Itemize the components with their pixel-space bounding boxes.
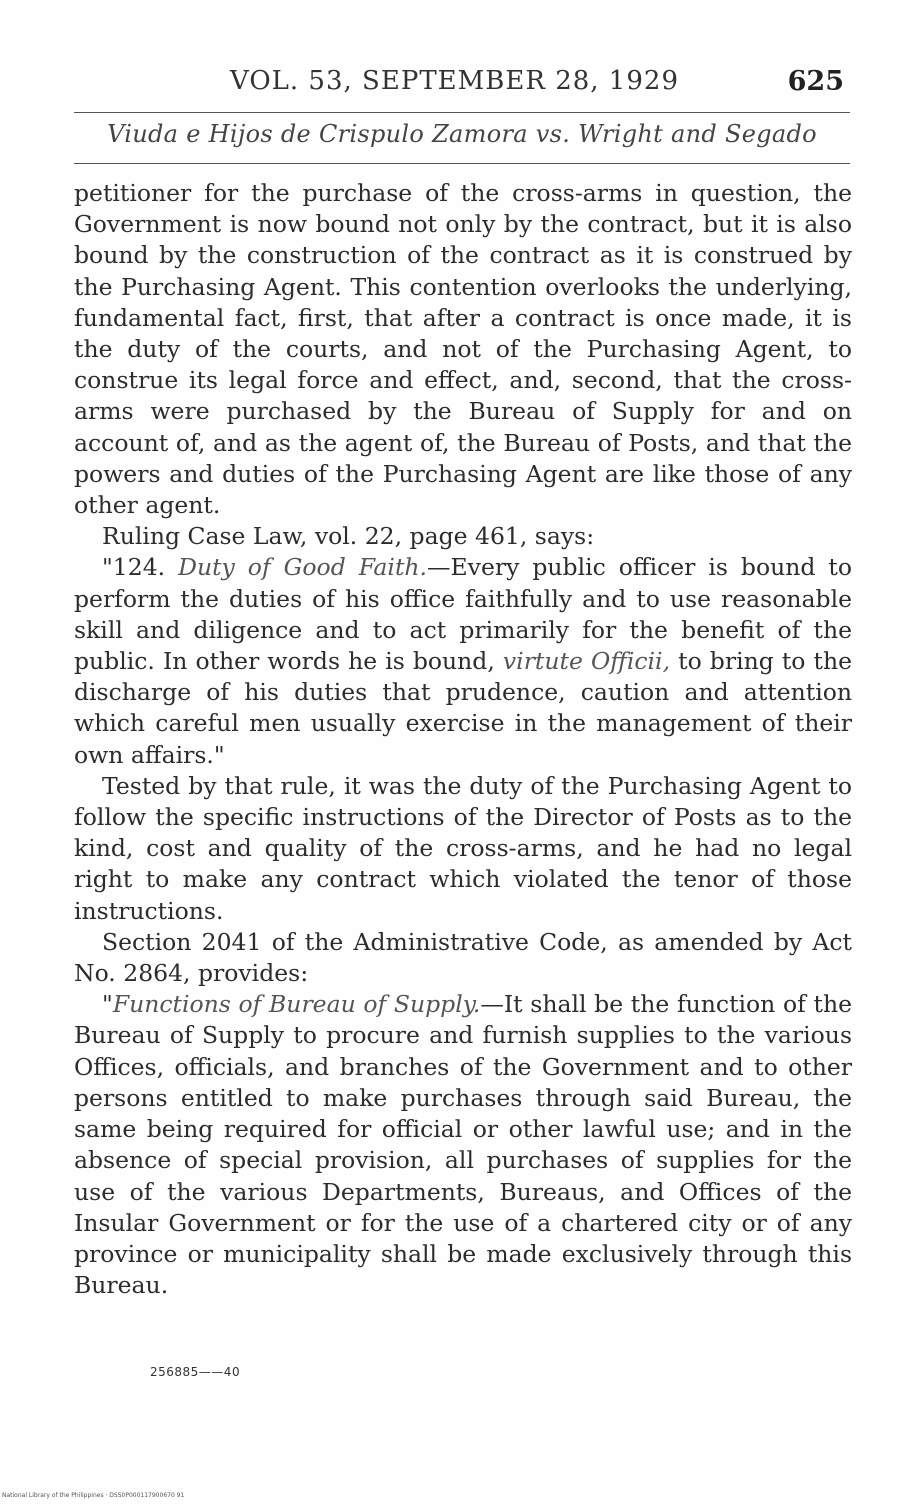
body-text [74, 178, 852, 1301]
latin-phrase: virtute Officii, [502, 647, 671, 676]
header-rule-bottom [74, 163, 850, 164]
paragraph-3-quote [74, 552, 852, 770]
paragraph-1: petitioner for the purchase of the cross-arms in question, the Government is now bound not only by the contract, but it is also bound by the construction of the contract as it is construed by the Purchasing Agent. This contention overlooks the underlying, fundamental fact, first, that after a contract is once made, it is the duty of the courts, and not of the Purchasing Agent, to construe its legal force and effect, and, second, that the cross-arms were purchased by the Bureau of Supply for and on account of, and as the agent of, the Bureau of Posts, and that the powers and duties of the Purchasing Agent are like those of any other agent. [74, 179, 852, 520]
quote-tail: to bring to the discharge of his duties that prudence, caution and attention which careful men usually exercise in the management of their own affairs." [74, 647, 852, 769]
running-header [70, 66, 850, 106]
paragraph-5: Section 2041 of the Administrative Code, as amended by Act No. 2864, provides: [74, 927, 852, 988]
statute-body: —It shall be the function of the Bureau of Supply to procure and furnish supplies to the various Offices, officials, and branches of the Government and to other persons entitled to make purchases through said Bureau, the same being required for official or other lawful use; and in the absence of special provision, all purchases of supplies for the use of the various Departments, Bureaus, and Offices of the Insular Government or for the use of a chartered city or of any province or municipality shall be made exclusively through this Bureau. [74, 990, 852, 1300]
quote-open: " [102, 990, 113, 1019]
statute-heading: Functions of Bureau of Supply. [112, 990, 481, 1019]
printer-signature: 256885——40 [150, 1365, 241, 1379]
paragraph-6-quote [74, 989, 852, 1301]
paragraph-4: Tested by that rule, it was the duty of the Purchasing Agent to follow the specific instructions of the Director of Posts as to the kind, cost and quality of the cross-arms, and he had no legal right to make any contract which violated the tenor of those instructions. [74, 771, 852, 925]
quote-body: —Every public officer is bound to perform the duties of his office faithfully and to use reasonable skill and diligence and to act primarily for the benefit of the public. In other words he is bound, [74, 553, 853, 676]
running-head-title: VOL. 53, SEPTEMBER 28, 1929 [230, 66, 679, 96]
header-rule-top [74, 112, 850, 113]
page-number: 625 [787, 66, 844, 97]
case-caption: Viuda e Hijos de Crispulo Zamora vs. Wright and Segado [107, 120, 817, 148]
library-watermark: National Library of the Philippines · DSS0P000117900670 91 [2, 1492, 185, 1499]
paragraph-2: Ruling Case Law, vol. 22, page 461, says: [102, 522, 595, 551]
quote-lead: "124. [102, 553, 179, 582]
quote-heading: Duty of Good Faith. [178, 553, 428, 582]
